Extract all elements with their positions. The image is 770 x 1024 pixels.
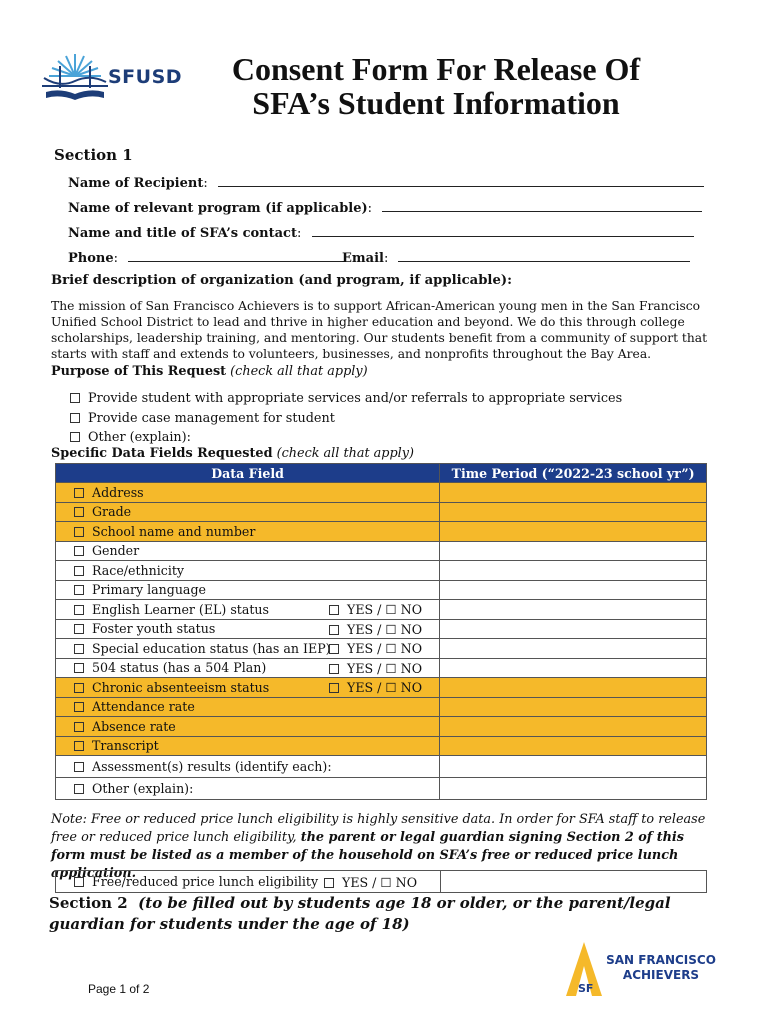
checkbox-icon[interactable] [329, 605, 339, 615]
time-period-cell[interactable] [440, 502, 707, 522]
yes-no-choice[interactable]: YES / ☐ NO [329, 680, 422, 695]
program-field[interactable]: Name of relevant program (if applicable): [68, 199, 702, 216]
lunch-eligibility-note: Note: Free or reduced price lunch eligibility is highly sensitive data. In order for SFA staff to release free or reduced price lunch eligibility, the parent or legal guardian signing Section 2 of this form must be listed as a member of the household on SFA’s free or reduced price lunch application. [51, 812, 706, 881]
checkbox-icon[interactable] [74, 877, 84, 887]
yes-no-choice[interactable]: YES / ☐ NO [324, 875, 417, 890]
lunch-eligibility-table [55, 870, 707, 893]
time-period-cell[interactable] [440, 522, 707, 542]
time-period-cell[interactable] [440, 580, 707, 600]
time-period-cell[interactable] [440, 871, 706, 893]
time-period-cell[interactable] [440, 541, 707, 561]
checkbox-icon[interactable] [74, 784, 84, 794]
purpose-heading: Purpose of This Request (check all that apply) [51, 364, 368, 379]
checkbox-icon[interactable] [74, 741, 84, 751]
time-period-cell[interactable] [440, 658, 707, 678]
checkbox-icon[interactable] [329, 625, 339, 635]
sfa-mark-text: SF [578, 982, 594, 995]
checkbox-icon[interactable] [74, 507, 84, 517]
purpose-options [70, 389, 622, 448]
table-row: Transcript [56, 736, 707, 756]
time-period-cell[interactable] [440, 697, 707, 717]
purpose-option[interactable]: Provide case management for student [70, 409, 622, 429]
yes-no-choice[interactable]: YES / ☐ NO [329, 641, 422, 656]
page-title: Consent Form For Release Of SFA’s Student Information [231, 51, 641, 121]
table-row: Other (explain): [56, 778, 707, 800]
phone-field[interactable]: Phone: [68, 249, 344, 266]
time-period-cell[interactable] [440, 717, 707, 737]
checkbox-icon[interactable] [74, 566, 84, 576]
purpose-option[interactable]: Other (explain): [70, 428, 622, 448]
checkbox-icon[interactable] [74, 722, 84, 732]
sfa-logo-text: SAN FRANCISCO ACHIEVERS [606, 953, 716, 982]
table-row: Attendance rate [56, 697, 707, 717]
specific-data-heading: Specific Data Fields Requested (check all that apply) [51, 446, 414, 461]
table-row: Gender [56, 541, 707, 561]
checkbox-icon[interactable] [74, 644, 84, 654]
email-field[interactable]: Email: [342, 249, 690, 266]
mission-text: The mission of San Francisco Achievers is to support African-American young men in the San Francisco Unified School District to lead and thrive in higher education and beyond. We do this through college scholarships, leadership training, and mentoring. Our students benefit from a community of support that starts with staff and extends to volunteers, businesses, and nonprofits throughout the Bay Area. [51, 299, 708, 361]
checkbox-icon[interactable] [74, 488, 84, 498]
checkbox-icon[interactable] [74, 527, 84, 537]
time-period-cell[interactable] [440, 756, 707, 778]
yes-no-choice[interactable]: YES / ☐ NO [329, 602, 422, 617]
table-row: Absence rate [56, 717, 707, 737]
recipient-field[interactable]: Name of Recipient: [68, 174, 704, 191]
checkbox-icon[interactable] [329, 644, 339, 654]
time-period-cell[interactable] [440, 561, 707, 581]
column-header: Time Period (“2022-23 school yr”) [440, 464, 707, 483]
checkbox-icon[interactable] [74, 585, 84, 595]
checkbox-icon[interactable] [74, 683, 84, 693]
table-row: School name and number [56, 522, 707, 542]
table-row: 504 status (has a 504 Plan) YES / ☐ NO [56, 658, 707, 678]
brief-description-heading: Brief description of organization (and program, if applicable): [51, 273, 512, 288]
sunburst-icon [49, 54, 101, 76]
page-number: Page 1 of 2 [88, 982, 150, 996]
checkbox-icon[interactable] [70, 413, 80, 423]
checkbox-icon[interactable] [74, 605, 84, 615]
section2-heading: Section 2 (to be filled out by students age 18 or older, or the parent/legal guardian for students under the age of 18) [49, 894, 671, 933]
table-row: Chronic absenteeism status YES / ☐ NO [56, 678, 707, 698]
checkbox-icon[interactable] [74, 762, 84, 772]
time-period-cell[interactable] [440, 678, 707, 698]
time-period-cell[interactable] [440, 600, 707, 620]
time-period-cell[interactable] [440, 639, 707, 659]
checkbox-icon[interactable] [329, 683, 339, 693]
column-header: Data Field [56, 464, 440, 483]
contact-field[interactable]: Name and title of SFA’s contact: [68, 224, 694, 241]
time-period-cell[interactable] [440, 619, 707, 639]
purpose-option[interactable]: Provide student with appropriate services and/or referrals to appropriate services [70, 389, 622, 409]
table-row: English Learner (EL) status YES / ☐ NO [56, 600, 707, 620]
table-row: Foster youth status YES / ☐ NO [56, 619, 707, 639]
table-row: Special education status (has an IEP) YES / ☐ NO [56, 639, 707, 659]
table-row: Free/reduced price lunch eligibility YES / ☐ NO [56, 871, 707, 893]
checkbox-icon[interactable] [70, 432, 80, 442]
checkbox-icon[interactable] [324, 878, 334, 888]
time-period-cell[interactable] [440, 778, 707, 800]
yes-no-choice[interactable]: YES / ☐ NO [329, 661, 422, 676]
section1-heading: Section 1 [54, 146, 133, 164]
checkbox-icon[interactable] [74, 702, 84, 712]
time-period-cell[interactable] [440, 483, 707, 503]
checkbox-icon[interactable] [70, 393, 80, 403]
checkbox-icon[interactable] [74, 624, 84, 634]
checkbox-icon[interactable] [74, 663, 84, 673]
table-row: Race/ethnicity [56, 561, 707, 581]
table-row: Primary language [56, 580, 707, 600]
data-fields-table [55, 463, 707, 800]
table-row: Grade [56, 502, 707, 522]
table-row: Address [56, 483, 707, 503]
logo-text: SFUSD [108, 66, 183, 88]
checkbox-icon[interactable] [329, 664, 339, 674]
yes-no-choice[interactable]: YES / ☐ NO [329, 622, 422, 637]
time-period-cell[interactable] [440, 736, 707, 756]
table-row: Assessment(s) results (identify each): [56, 756, 707, 778]
checkbox-icon[interactable] [74, 546, 84, 556]
book-icon [46, 90, 104, 100]
